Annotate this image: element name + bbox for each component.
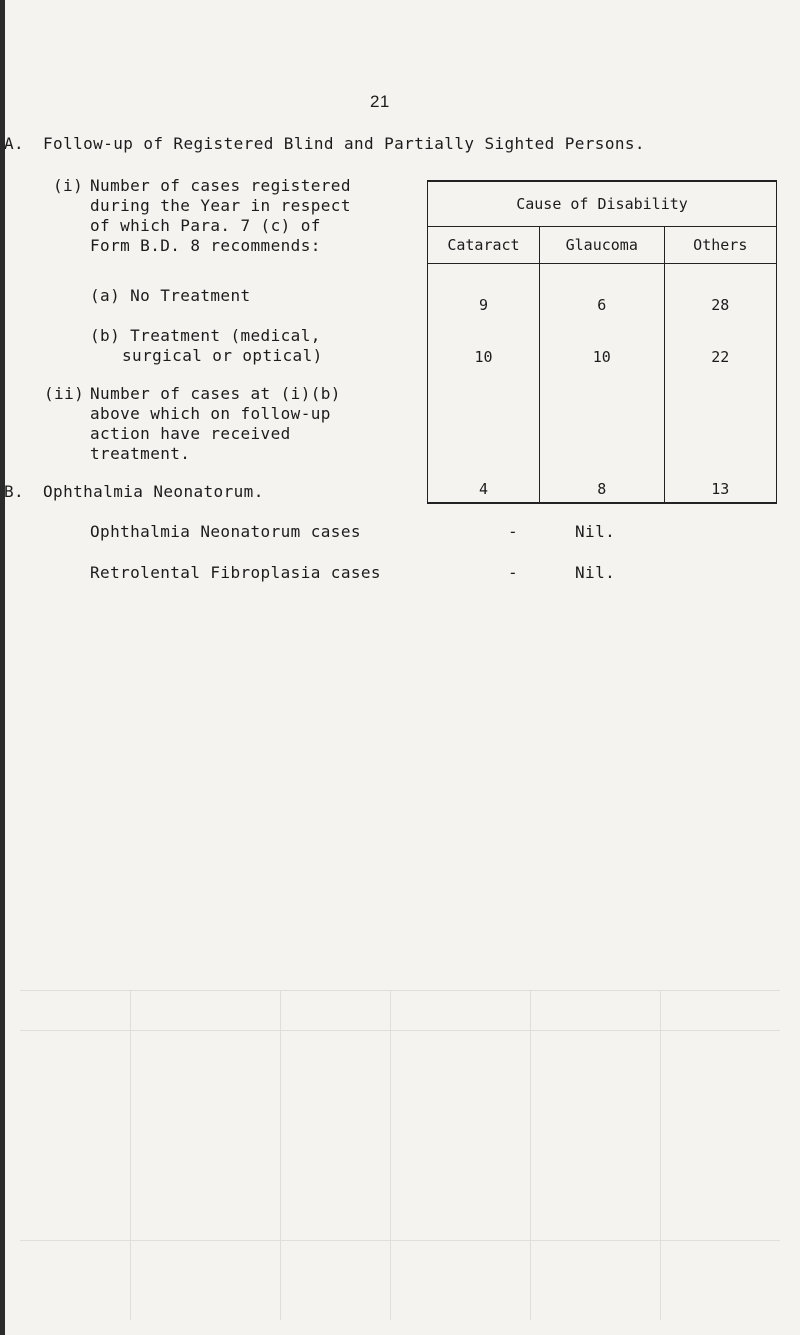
ophthalmia-cases-dash: - <box>508 522 519 541</box>
retrolental-cases-value: Nil. <box>575 563 616 582</box>
cell-treatment-glaucoma: 10 <box>539 316 664 368</box>
item-a-no-treatment: (a) No Treatment <box>90 286 251 305</box>
item-i-line-2: during the Year in respect <box>90 196 351 215</box>
table-row <box>428 316 777 368</box>
retrolental-cases-dash: - <box>508 563 519 582</box>
retrolental-cases-label: Retrolental Fibroplasia cases <box>90 563 381 582</box>
page-number: 21 <box>370 92 390 111</box>
item-b-line-1: (b) Treatment (medical, <box>90 326 321 345</box>
cell-followup-cataract: 4 <box>428 368 540 503</box>
page-edge <box>0 0 5 1335</box>
cell-treatment-others: 22 <box>664 316 776 368</box>
item-i-label: (i) <box>53 176 84 195</box>
item-b-line-2: surgical or optical) <box>122 346 323 365</box>
cell-no-treatment-others: 28 <box>664 264 776 317</box>
column-others: Others <box>664 227 776 264</box>
cell-followup-glaucoma: 8 <box>539 368 664 503</box>
ophthalmia-cases-label: Ophthalmia Neonatorum cases <box>90 522 361 541</box>
item-i-line-1: Number of cases registered <box>90 176 351 195</box>
item-ii-line-3: action have received <box>90 424 291 443</box>
section-b-heading: Ophthalmia Neonatorum. <box>43 482 264 501</box>
section-a-marker: A. <box>4 134 25 153</box>
cause-of-disability-table <box>427 180 777 504</box>
item-ii-line-2: above which on follow-up <box>90 404 331 423</box>
table-row <box>428 264 777 317</box>
section-b-marker: B. <box>4 482 25 501</box>
item-i-line-4: Form B.D. 8 recommends: <box>90 236 321 255</box>
item-i-line-3: of which Para. 7 (c) of <box>90 216 321 235</box>
column-cataract: Cataract <box>428 227 540 264</box>
table-row <box>428 368 777 503</box>
cell-treatment-cataract: 10 <box>428 316 540 368</box>
item-ii-line-1: Number of cases at (i)(b) <box>90 384 341 403</box>
show-through-background <box>20 600 780 1320</box>
ophthalmia-cases-value: Nil. <box>575 522 616 541</box>
cell-followup-others: 13 <box>664 368 776 503</box>
item-ii-line-4: treatment. <box>90 444 191 463</box>
table-header: Cause of Disability <box>428 181 777 227</box>
cell-no-treatment-cataract: 9 <box>428 264 540 317</box>
column-glaucoma: Glaucoma <box>539 227 664 264</box>
section-a-heading: Follow-up of Registered Blind and Partially Sighted Persons. <box>43 134 645 153</box>
item-ii-label: (ii) <box>44 384 85 403</box>
cell-no-treatment-glaucoma: 6 <box>539 264 664 317</box>
